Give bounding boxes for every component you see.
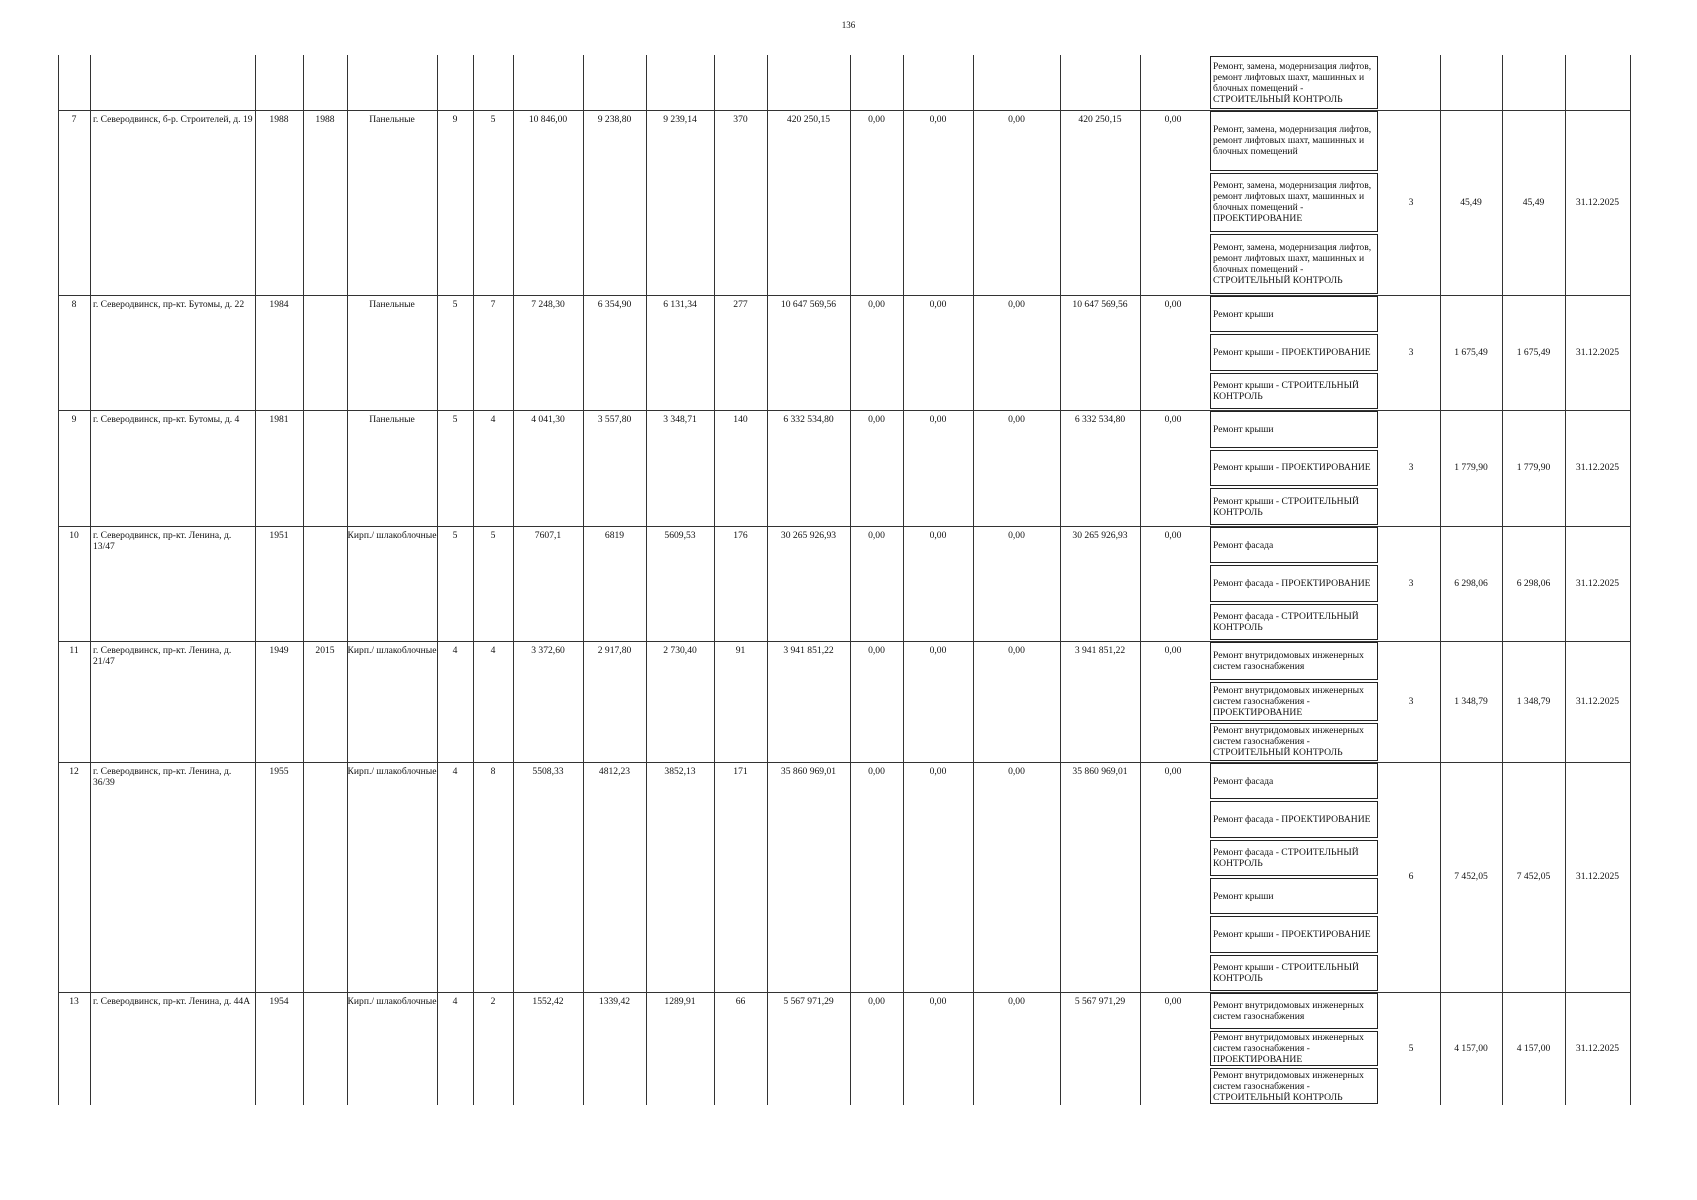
grid-vline: [714, 55, 715, 1105]
grid-vline: [583, 55, 584, 1105]
cell-fund-local: 0,00: [1008, 645, 1025, 656]
cell-year-overhaul: 1988: [315, 114, 335, 125]
cell-area-premises: 1339,42: [598, 996, 631, 1007]
cell-residents: 277: [733, 299, 748, 310]
cell-fund-local: 0,00: [1008, 766, 1025, 777]
cell-fund-local: 0,00: [1008, 530, 1025, 541]
cell-no: 13: [69, 996, 79, 1007]
cell-wall-material: Кирп./ шлакоблочные: [347, 530, 437, 541]
cell-year-built: 1949: [269, 645, 289, 656]
cell-area-premises: 3 557,80: [597, 414, 632, 425]
grid-vline: [473, 55, 474, 1105]
cell-cost-max: 1 779,90: [1516, 462, 1551, 473]
grid-vline: [58, 55, 59, 1105]
work-item: Ремонт крыши - ПРОЕКТИРОВАНИЕ: [1210, 450, 1378, 487]
cell-fund-federal: 0,00: [868, 114, 885, 125]
grid-vline: [1140, 55, 1141, 1105]
cell-fund-regional: 0,00: [929, 530, 947, 541]
cell-entrances: 5: [490, 530, 496, 541]
cell-deadline: 31.12.2025: [1575, 577, 1620, 589]
grid-hline: [58, 410, 1630, 411]
cell-fund-regional: 0,00: [929, 414, 947, 425]
cell-wall-material: Панельные: [369, 299, 415, 310]
cell-fund-federal: 0,00: [868, 299, 885, 310]
cell-cost-limit: 45,49: [1460, 196, 1482, 208]
cell-priority: 5: [1408, 1042, 1414, 1054]
cell-fund-regional: 0,00: [929, 645, 947, 656]
cell-wall-material: Кирп./ шлакоблочные: [347, 766, 437, 777]
cell-area-premises: 9 238,80: [597, 114, 632, 125]
cell-fund-other: 0,00: [1164, 766, 1182, 777]
cell-cost-max: 7 452,05: [1516, 871, 1551, 882]
grid-vline: [1630, 55, 1631, 1105]
cell-total-area: 3 372,60: [531, 645, 565, 656]
work-item: Ремонт крыши - СТРОИТЕЛЬНЫЙ КОНТРОЛЬ: [1210, 373, 1378, 409]
grid-vline: [255, 55, 256, 1105]
cell-year-built: 1954: [269, 996, 289, 1007]
cell-cost-limit: 1 779,90: [1454, 462, 1488, 473]
cell-fund-federal: 0,00: [868, 530, 885, 541]
cell-deadline: 31.12.2025: [1575, 346, 1620, 358]
grid-hline: [58, 526, 1630, 527]
cell-fund-owners: 10 647 569,56: [1072, 299, 1128, 310]
cell-entrances: 4: [490, 645, 496, 656]
cell-fund-federal: 0,00: [868, 414, 885, 425]
cell-priority: 3: [1408, 577, 1414, 589]
cell-deadline: 31.12.2025: [1575, 871, 1620, 882]
cell-fund-owners: 35 860 969,01: [1072, 766, 1128, 777]
cell-area-residential: 3852,13: [664, 766, 696, 777]
cell-no: 9: [71, 414, 77, 425]
cell-area-premises: 4812,23: [598, 766, 631, 777]
cell-address: г. Северодвинск, пр-кт. Ленина, д. 44А: [93, 996, 251, 1007]
work-item: Ремонт фасада: [1210, 527, 1378, 563]
work-item: Ремонт фасада - ПРОЕКТИРОВАНИЕ: [1210, 565, 1378, 601]
cell-fund-other: 0,00: [1164, 530, 1182, 541]
cell-year-built: 1955: [269, 766, 289, 777]
cell-cost-max: 6 298,06: [1516, 577, 1551, 589]
cell-area-residential: 5609,53: [664, 530, 696, 541]
cell-year-overhaul: 2015: [315, 645, 335, 656]
cell-fund-federal: 0,00: [868, 766, 885, 777]
cell-priority: 3: [1408, 462, 1414, 473]
cell-cost-max: 4 157,00: [1516, 1042, 1551, 1054]
grid-hline: [58, 295, 1630, 296]
work-item: Ремонт фасада - ПРОЕКТИРОВАНИЕ: [1210, 801, 1378, 837]
cell-priority: 3: [1408, 695, 1414, 707]
work-item: Ремонт крыши: [1210, 878, 1378, 914]
cell-priority: 6: [1408, 871, 1414, 882]
cell-cost-total: 10 647 569,56: [780, 299, 837, 310]
cell-no: 8: [71, 299, 77, 310]
cell-deadline: 31.12.2025: [1575, 1042, 1620, 1054]
cell-entrances: 2: [490, 996, 496, 1007]
cell-fund-other: 0,00: [1164, 645, 1182, 656]
cell-floors: 4: [452, 766, 458, 777]
cell-fund-regional: 0,00: [929, 114, 947, 125]
cell-residents: 171: [733, 766, 748, 777]
cell-floors: 9: [452, 114, 458, 125]
cell-address: г. Северодвинск, пр-кт. Ленина, д. 21/47: [93, 645, 232, 667]
work-item: Ремонт фасада - СТРОИТЕЛЬНЫЙ КОНТРОЛЬ: [1210, 840, 1378, 876]
grid-vline: [973, 55, 974, 1105]
grid-vline: [1060, 55, 1061, 1105]
cell-fund-regional: 0,00: [929, 766, 947, 777]
cell-address: г. Северодвинск, пр-кт. Бутомы, д. 4: [93, 414, 240, 425]
work-item: Ремонт крыши: [1210, 411, 1378, 448]
work-item: Ремонт крыши - ПРОЕКТИРОВАНИЕ: [1210, 334, 1378, 370]
work-item: Ремонт крыши - ПРОЕКТИРОВАНИЕ: [1210, 916, 1378, 952]
grid-vline: [513, 55, 514, 1105]
cell-no: 12: [69, 766, 79, 777]
cell-address: г. Северодвинск, пр-кт. Ленина, д. 36/39: [93, 766, 232, 788]
cell-deadline: 31.12.2025: [1575, 462, 1620, 473]
cell-floors: 5: [452, 414, 458, 425]
work-item: Ремонт крыши - СТРОИТЕЛЬНЫЙ КОНТРОЛЬ: [1210, 488, 1378, 525]
cell-cost-total: 30 265 926,93: [780, 530, 837, 541]
cell-no: 10: [69, 530, 79, 541]
grid-hline: [58, 641, 1630, 642]
cell-cost-total: 35 860 969,01: [780, 766, 837, 777]
cell-fund-local: 0,00: [1008, 299, 1025, 310]
grid-hline: [58, 992, 1630, 993]
cell-area-residential: 9 239,14: [663, 114, 697, 125]
cell-entrances: 8: [490, 766, 496, 777]
cell-no: 11: [69, 645, 79, 656]
cell-residents: 66: [735, 996, 746, 1007]
cell-cost-max: 45,49: [1522, 196, 1545, 208]
cell-wall-material: Кирп./ шлакоблочные: [347, 996, 437, 1007]
cell-entrances: 7: [490, 299, 496, 310]
work-item: Ремонт внутридомовых инженерных систем газоснабжения: [1210, 642, 1378, 680]
work-item: Ремонт внутридомовых инженерных систем газоснабжения - СТРОИТЕЛЬНЫЙ КОНТРОЛЬ: [1210, 1068, 1378, 1104]
cell-floors: 5: [452, 299, 458, 310]
cell-year-built: 1981: [269, 414, 289, 425]
cell-year-built: 1984: [269, 299, 289, 310]
cell-fund-other: 0,00: [1164, 299, 1182, 310]
cell-address: г. Северодвинск, пр-кт. Бутомы, д. 22: [93, 299, 245, 310]
cell-area-premises: 2 917,80: [597, 645, 632, 656]
cell-fund-owners: 5 567 971,29: [1074, 996, 1126, 1007]
cell-cost-limit: 4 157,00: [1454, 1042, 1488, 1054]
cell-residents: 370: [733, 114, 748, 125]
cell-residents: 140: [733, 414, 748, 425]
grid-vline: [303, 55, 304, 1105]
cell-fund-owners: 6 332 534,80: [1074, 414, 1126, 425]
cell-residents: 176: [733, 530, 748, 541]
cell-floors: 5: [452, 530, 458, 541]
work-item: Ремонт, замена, модернизация лифтов, ремонт лифтовых шахт, машинных и блочных помещений - СТРОИТЕЛЬНЫЙ КОНТРОЛЬ: [1210, 234, 1378, 294]
cell-fund-local: 0,00: [1008, 114, 1025, 125]
cell-year-built: 1988: [269, 114, 289, 125]
work-item: Ремонт фасада - СТРОИТЕЛЬНЫЙ КОНТРОЛЬ: [1210, 604, 1378, 640]
cell-wall-material: Панельные: [369, 414, 415, 425]
grid-vline: [767, 55, 768, 1105]
grid-vline: [903, 55, 904, 1105]
cell-total-area: 7607,1: [534, 530, 562, 541]
grid-hline: [58, 762, 1630, 763]
cell-wall-material: Кирп./ шлакоблочные: [347, 645, 437, 656]
cell-total-area: 1552,42: [532, 996, 564, 1007]
work-item: Ремонт, замена, модернизация лифтов, ремонт лифтовых шахт, машинных и блочных помещений - СТРОИТЕЛЬНЫЙ КОНТРОЛЬ: [1210, 56, 1378, 109]
grid-vline: [347, 55, 348, 1105]
cell-cost-total: 420 250,15: [786, 114, 831, 125]
cell-total-area: 7 248,30: [531, 299, 565, 310]
grid-vline: [646, 55, 647, 1105]
cell-cost-limit: 1 348,79: [1454, 695, 1488, 707]
work-item: Ремонт, замена, модернизация лифтов, ремонт лифтовых шахт, машинных и блочных помещений: [1210, 111, 1378, 171]
work-item: Ремонт внутридомовых инженерных систем газоснабжения - ПРОЕКТИРОВАНИЕ: [1210, 682, 1378, 720]
cell-area-premises: 6819: [604, 530, 625, 541]
work-item: Ремонт крыши - СТРОИТЕЛЬНЫЙ КОНТРОЛЬ: [1210, 955, 1378, 991]
cell-cost-max: 1 675,49: [1516, 346, 1551, 358]
cell-entrances: 4: [490, 414, 496, 425]
cell-fund-federal: 0,00: [868, 996, 885, 1007]
cell-total-area: 5508,33: [532, 766, 564, 777]
cell-residents: 91: [735, 645, 746, 656]
cell-cost-total: 5 567 971,29: [783, 996, 834, 1007]
cell-wall-material: Панельные: [369, 114, 415, 125]
cell-fund-other: 0,00: [1164, 414, 1182, 425]
cell-cost-limit: 1 675,49: [1454, 346, 1488, 358]
grid-vline: [90, 55, 91, 1105]
cell-cost-total: 3 941 851,22: [783, 645, 834, 656]
cell-fund-other: 0,00: [1164, 996, 1182, 1007]
cell-year-built: 1951: [269, 530, 289, 541]
cell-total-area: 4 041,30: [531, 414, 565, 425]
cell-deadline: 31.12.2025: [1575, 196, 1620, 208]
work-item: Ремонт внутридомовых инженерных систем газоснабжения - СТРОИТЕЛЬНЫЙ КОНТРОЛЬ: [1210, 723, 1378, 761]
cell-area-residential: 6 131,34: [663, 299, 697, 310]
page-number: 136: [841, 20, 856, 30]
work-item: Ремонт внутридомовых инженерных систем газоснабжения: [1210, 993, 1378, 1029]
cell-area-residential: 2 730,40: [663, 645, 697, 656]
cell-cost-limit: 7 452,05: [1454, 871, 1488, 882]
cell-deadline: 31.12.2025: [1575, 695, 1620, 707]
cell-cost-limit: 6 298,06: [1454, 577, 1488, 589]
work-item: Ремонт внутридомовых инженерных систем газоснабжения - ПРОЕКТИРОВАНИЕ: [1210, 1031, 1378, 1067]
cell-area-premises: 6 354,90: [597, 299, 632, 310]
cell-fund-federal: 0,00: [868, 645, 885, 656]
cell-entrances: 5: [490, 114, 496, 125]
cell-fund-owners: 30 265 926,93: [1072, 530, 1128, 541]
cell-address: г. Северодвинск, пр-кт. Ленина, д. 13/47: [93, 530, 232, 552]
cell-fund-local: 0,00: [1008, 996, 1025, 1007]
cell-fund-owners: 420 250,15: [1078, 114, 1122, 125]
work-item: Ремонт крыши: [1210, 296, 1378, 332]
cell-area-residential: 1289,91: [664, 996, 696, 1007]
grid-vline: [850, 55, 851, 1105]
work-item: Ремонт фасада: [1210, 763, 1378, 799]
grid-hline: [58, 110, 1630, 111]
work-item: Ремонт, замена, модернизация лифтов, ремонт лифтовых шахт, машинных и блочных помещений - ПРОЕКТИРОВАНИЕ: [1210, 173, 1378, 233]
cell-fund-other: 0,00: [1164, 114, 1182, 125]
cell-total-area: 10 846,00: [528, 114, 568, 125]
cell-address: г. Северодвинск, б-р. Строителей, д. 19: [93, 114, 253, 125]
cell-fund-regional: 0,00: [929, 299, 947, 310]
cell-cost-max: 1 348,79: [1516, 695, 1551, 707]
cell-no: 7: [71, 114, 77, 125]
cell-floors: 4: [452, 645, 458, 656]
cell-priority: 3: [1408, 196, 1414, 208]
cell-fund-owners: 3 941 851,22: [1074, 645, 1126, 656]
cell-cost-total: 6 332 534,80: [783, 414, 834, 425]
cell-area-residential: 3 348,71: [663, 414, 697, 425]
cell-fund-local: 0,00: [1008, 414, 1025, 425]
cell-priority: 3: [1408, 346, 1414, 358]
grid-vline: [437, 55, 438, 1105]
cell-fund-regional: 0,00: [929, 996, 947, 1007]
cell-floors: 4: [452, 996, 458, 1007]
